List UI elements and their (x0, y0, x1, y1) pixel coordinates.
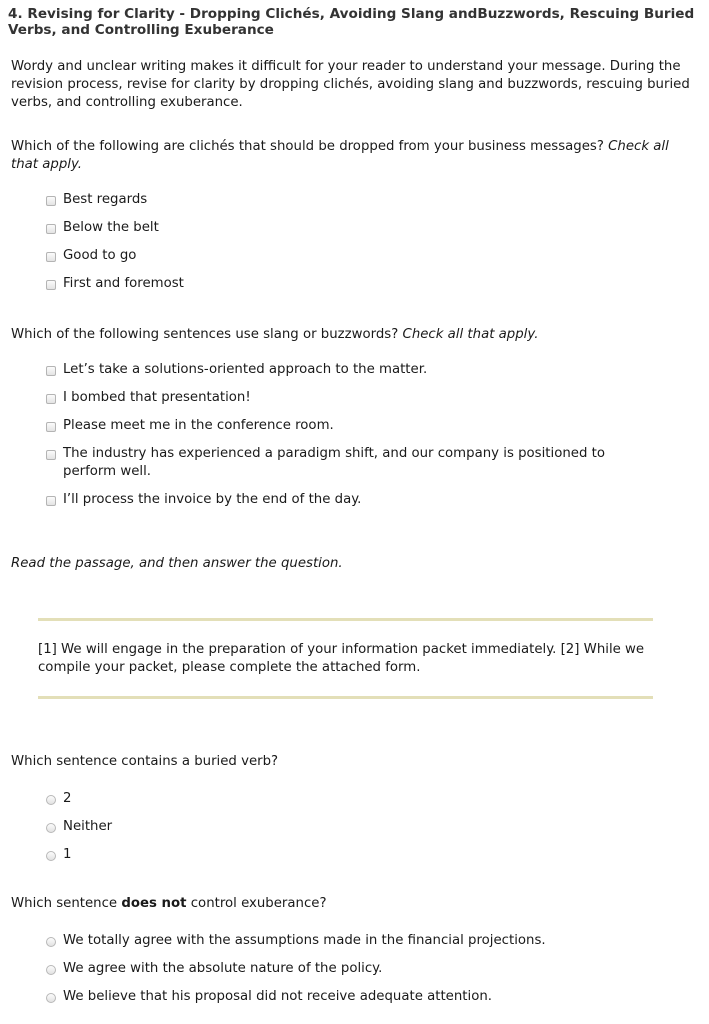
q2-option-4[interactable] (46, 445, 623, 481)
option-label: 2 (63, 791, 72, 806)
option-label: We totally agree with the assumptions made in the financial projections. (63, 933, 546, 948)
question-4-text-bold: does not (121, 896, 187, 911)
checkbox[interactable] (46, 394, 56, 404)
checkbox[interactable] (46, 252, 56, 262)
question-4 (11, 895, 691, 913)
passage-top-divider (38, 618, 653, 621)
option-label: Let’s take a solutions-oriented approach to the matter. (63, 362, 428, 377)
option-label: First and foremost (63, 276, 184, 291)
option-label: I bombed that presentation! (63, 390, 251, 405)
radio-button[interactable] (46, 965, 56, 975)
q1-option-below-the-belt[interactable] (46, 219, 159, 237)
question-3-text: Which sentence contains a buried verb? (11, 754, 279, 769)
read-instruction-text: Read the passage, and then answer the question. (11, 556, 343, 571)
checkbox[interactable] (46, 224, 56, 234)
option-label: Please meet me in the conference room. (63, 418, 334, 433)
q4-option-1[interactable] (46, 932, 546, 950)
radio-button[interactable] (46, 993, 56, 1003)
q1-option-first-and-foremost[interactable] (46, 275, 184, 293)
radio-button[interactable] (46, 795, 56, 805)
question-4-text-before: Which sentence (11, 896, 118, 911)
checkbox[interactable] (46, 422, 56, 432)
checkbox[interactable] (46, 496, 56, 506)
checkbox[interactable] (46, 366, 56, 376)
question-2-instruction: Check all that apply. (402, 327, 539, 342)
passage-bottom-divider (38, 696, 653, 699)
intro-paragraph: Wordy and unclear writing makes it difficult for your reader to understand your message. During the revision process, revise for clarity by dropping clichés, avoiding slang and buzzwords, rescuing buried verbs, and controlling exuberance. (11, 59, 690, 110)
option-label: I’ll process the invoice by the end of the day. (63, 492, 362, 507)
radio-button[interactable] (46, 851, 56, 861)
q3-option-1[interactable] (46, 790, 71, 808)
page-title: 4. Revising for Clarity - Dropping Clichés, Avoiding Slang andBuzzwords, Rescuing Buried Verbs, and Controlling Exuberance (8, 6, 695, 38)
option-label: Below the belt (63, 220, 159, 235)
checkbox[interactable] (46, 196, 56, 206)
read-instruction (11, 555, 691, 573)
option-label: We agree with the absolute nature of the policy. (63, 961, 383, 976)
q2-option-1[interactable] (46, 361, 663, 379)
q1-option-best-regards[interactable] (46, 191, 147, 209)
radio-button[interactable] (46, 937, 56, 947)
question-1-text: Which of the following are clichés that should be dropped from your business messages? (11, 139, 604, 154)
q3-option-3[interactable] (46, 846, 71, 864)
question-1-instruction: Check all that apply. (11, 139, 669, 172)
option-label: Neither (63, 819, 113, 834)
radio-button[interactable] (46, 823, 56, 833)
option-label: The industry has experienced a paradigm shift, and our company is positioned to perform well. (63, 446, 605, 479)
q2-option-3[interactable] (46, 417, 663, 435)
option-label: Best regards (63, 192, 148, 207)
option-label: 1 (63, 847, 72, 862)
q3-option-2[interactable] (46, 818, 112, 836)
question-4-text-after: control exuberance? (190, 896, 327, 911)
q4-option-3[interactable] (46, 988, 492, 1006)
q4-option-2[interactable] (46, 960, 382, 978)
passage: [1] We will engage in the preparation of your information packet immediately. [2] While we compile your packet, please complete the attached form. (38, 642, 645, 675)
option-label: Good to go (63, 248, 137, 263)
q2-option-5[interactable] (46, 491, 663, 509)
question-2-text: Which of the following sentences use slang or buzzwords? (11, 327, 399, 342)
q2-option-2[interactable] (46, 389, 663, 407)
question-2 (11, 326, 691, 344)
q1-option-good-to-go[interactable] (46, 247, 136, 265)
question-1 (11, 138, 691, 174)
checkbox[interactable] (46, 450, 56, 460)
checkbox[interactable] (46, 280, 56, 290)
option-label: We believe that his proposal did not receive adequate attention. (63, 989, 492, 1004)
